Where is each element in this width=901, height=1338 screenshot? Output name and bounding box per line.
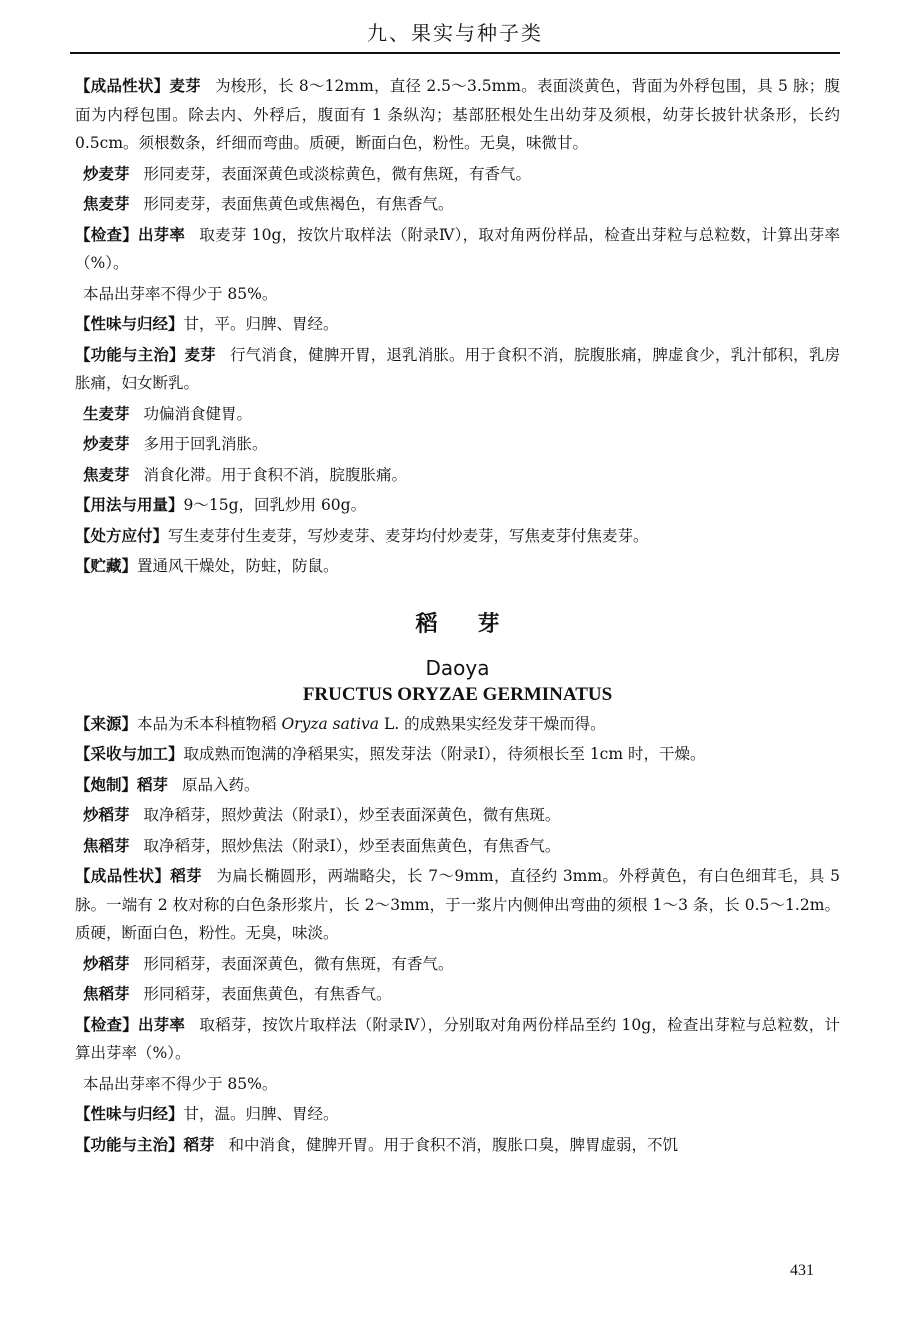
running-header: 九、果实与种子类 bbox=[367, 21, 543, 45]
entry-title: 稻芽 bbox=[415, 611, 540, 637]
section-label: 【功能与主治】 bbox=[75, 1135, 184, 1154]
paragraph-limit-daoya: 本品出芽率不得少于 85%。 bbox=[83, 1074, 278, 1093]
section-label: 【功能与主治】 bbox=[75, 345, 185, 364]
paragraph-text: 多用于回乳消胀。 bbox=[143, 435, 268, 453]
paragraph-text: 原品入药。 bbox=[182, 775, 260, 794]
paragraph-text: L. 的成熟果实经发芽干燥而得。 bbox=[379, 714, 606, 733]
paragraph-chao-maiya bbox=[75, 160, 840, 189]
header-rule bbox=[70, 52, 840, 54]
entry-latin-name: FRUCTUS ORYZAE GERMINATUS bbox=[302, 683, 613, 705]
paragraph-zhucang-maiya bbox=[75, 552, 840, 581]
paragraph-text: 甘，平。归脾、胃经。 bbox=[183, 315, 339, 333]
paragraph-text: 本品为禾本科植物稻 bbox=[137, 714, 282, 733]
section-label: 【处方应付】 bbox=[75, 526, 169, 545]
paragraph-text: 和中消食，健脾开胃。用于食积不消，腹胀口臭，脾胃虚弱，不饥 bbox=[228, 1135, 679, 1154]
paragraph-chao-daoya bbox=[75, 801, 840, 830]
paragraph-jiancha-daoya bbox=[75, 1011, 840, 1068]
section-label: 【检查】 bbox=[75, 225, 138, 244]
paragraph-caishou bbox=[75, 740, 840, 769]
sub-label: 炒稻芽 bbox=[83, 806, 130, 824]
section-label: 【成品性状】 bbox=[75, 77, 170, 95]
section-label: 【炮制】 bbox=[75, 775, 138, 794]
paragraph-jiao2-maiya bbox=[75, 461, 840, 490]
sub-label: 焦稻芽 bbox=[83, 985, 130, 1003]
paragraph-xingwei-daoya bbox=[75, 1100, 840, 1129]
paragraph-text: 置通风干燥处，防蛀，防鼠。 bbox=[137, 557, 339, 575]
paragraph-text: 形同麦芽，表面深黄色或淡棕黄色，微有焦斑，有香气。 bbox=[143, 164, 532, 183]
sub-label: 炒麦芽 bbox=[83, 164, 130, 183]
sub-label: 稻芽 bbox=[170, 867, 203, 885]
paragraph-text: 功偏消食健胃。 bbox=[143, 404, 253, 423]
paragraph-xingwei-maiya bbox=[75, 310, 840, 339]
paragraph-text: 甘，温。归脾、胃经。 bbox=[183, 1105, 339, 1123]
section-label: 【检查】 bbox=[75, 1015, 138, 1034]
sub-label: 出芽率 bbox=[137, 1015, 186, 1034]
paragraph-jiao-daoya bbox=[75, 832, 840, 861]
sub-label: 麦芽 bbox=[169, 77, 201, 95]
paragraph-text: 形同麦芽，表面焦黄色或焦褐色，有焦香气。 bbox=[143, 195, 454, 213]
sub-label: 麦芽 bbox=[184, 345, 216, 364]
section-label: 【性味与归经】 bbox=[75, 315, 184, 333]
paragraph-limit-maiya: 本品出芽率不得少于 85%。 bbox=[83, 284, 278, 303]
section-label: 【性味与归经】 bbox=[75, 1105, 184, 1123]
sub-label: 稻芽 bbox=[137, 775, 169, 794]
section-label: 【贮藏】 bbox=[75, 557, 138, 575]
sub-label: 焦麦芽 bbox=[83, 195, 130, 213]
page-content bbox=[75, 72, 840, 1161]
paragraph-sheng-maiya bbox=[75, 400, 840, 429]
paragraph-text: 消食化滞。用于食积不消，脘腹胀痛。 bbox=[143, 465, 408, 484]
paragraph-jiao2-daoya bbox=[75, 980, 840, 1009]
paragraph-text: 取稻芽，按饮片取样法（附录Ⅳ），分别取对角两份样品至约 10g，检查出芽粒与总粒数，计算出芽率（%）。 bbox=[75, 1015, 840, 1062]
paragraph-text: 取净稻芽，照炒焦法（附录Ⅰ），炒至表面焦黄色，有焦香气。 bbox=[143, 836, 561, 855]
paragraph-yongfa-maiya bbox=[75, 491, 840, 520]
paragraph-text: 形同稻芽，表面焦黄色，有焦香气。 bbox=[143, 985, 392, 1003]
sub-label: 炒稻芽 bbox=[83, 954, 130, 973]
paragraph-chengpin-daoya bbox=[75, 862, 840, 948]
paragraph-chao2-maiya bbox=[75, 430, 840, 459]
sub-label: 焦麦芽 bbox=[83, 465, 130, 484]
section-label: 【采收与加工】 bbox=[75, 745, 184, 763]
sub-label: 焦稻芽 bbox=[83, 836, 130, 855]
sub-label: 出芽率 bbox=[137, 225, 186, 244]
paragraph-text: 为扁长椭圆形，两端略尖，长 7～9mm，直径约 3mm。外稃黄色，有白色细茸毛，具 5 脉。一端有 2 枚对称的白色条形浆片，长 2～3mm，于一浆片内侧伸出弯曲的须根 1～3 条，长 0.5～1.2m。质硬，断面白色，粉性。无臭，味淡。 bbox=[75, 867, 840, 942]
paragraph-chufang-maiya bbox=[75, 522, 840, 551]
entry-pinyin: Daoya bbox=[425, 655, 490, 680]
paragraph-jiancha-maiya bbox=[75, 221, 840, 278]
sub-label: 生麦芽 bbox=[83, 404, 130, 423]
paragraph-chao2-daoya bbox=[75, 950, 840, 979]
paragraph-text: 为梭形，长 8～12mm，直径 2.5～3.5mm。表面淡黄色，背面为外稃包围，具 5 脉；腹面为内稃包围。除去内、外稃后，腹面有 1 条纵沟；基部胚根处生出幼芽及须根，幼芽长披针状条形，长约 0.5cm。须根数条，纤细而弯曲。质硬，断面白色，粉性。无臭，味微甘。 bbox=[75, 77, 840, 152]
paragraph-jiao-maiya bbox=[75, 190, 840, 219]
page-number: 431 bbox=[790, 1262, 814, 1279]
paragraph-gongneng-maiya bbox=[75, 341, 840, 398]
section-label: 【用法与用量】 bbox=[75, 496, 184, 514]
paragraph-paozhi bbox=[75, 771, 840, 800]
paragraph-text: 取净稻芽，照炒黄法（附录Ⅰ），炒至表面深黄色，微有焦斑。 bbox=[143, 806, 561, 824]
paragraph-text: 9～15g，回乳炒用 60g。 bbox=[183, 496, 367, 514]
sub-label: 稻芽 bbox=[183, 1135, 215, 1154]
paragraph-laiyuan bbox=[75, 710, 840, 739]
species-name: Oryza sativa bbox=[281, 714, 380, 733]
section-label: 【来源】 bbox=[75, 714, 138, 733]
paragraph-text: 取麦芽 10g，按饮片取样法（附录Ⅳ），取对角两份样品，检查出芽粒与总粒数，计算出芽率（%）。 bbox=[75, 225, 840, 272]
paragraph-text: 行气消食，健脾开胃，退乳消胀。用于食积不消，脘腹胀痛，脾虚食少，乳汁郁积，乳房胀痛，妇女断乳。 bbox=[75, 345, 840, 392]
paragraph-text: 形同稻芽，表面深黄色，微有焦斑，有香气。 bbox=[143, 954, 454, 973]
section-label: 【成品性状】 bbox=[75, 867, 171, 885]
paragraph-chengpin-maiya bbox=[75, 72, 840, 158]
sub-label: 炒麦芽 bbox=[83, 435, 130, 453]
paragraph-text: 取成熟而饱满的净稻果实，照发芽法（附录Ⅰ），待须根长至 1cm 时，干燥。 bbox=[183, 745, 706, 763]
paragraph-text: 写生麦芽付生麦芽，写炒麦芽、麦芽均付炒麦芽，写焦麦芽付焦麦芽。 bbox=[168, 526, 649, 545]
paragraph-gongneng-daoya bbox=[75, 1131, 840, 1160]
